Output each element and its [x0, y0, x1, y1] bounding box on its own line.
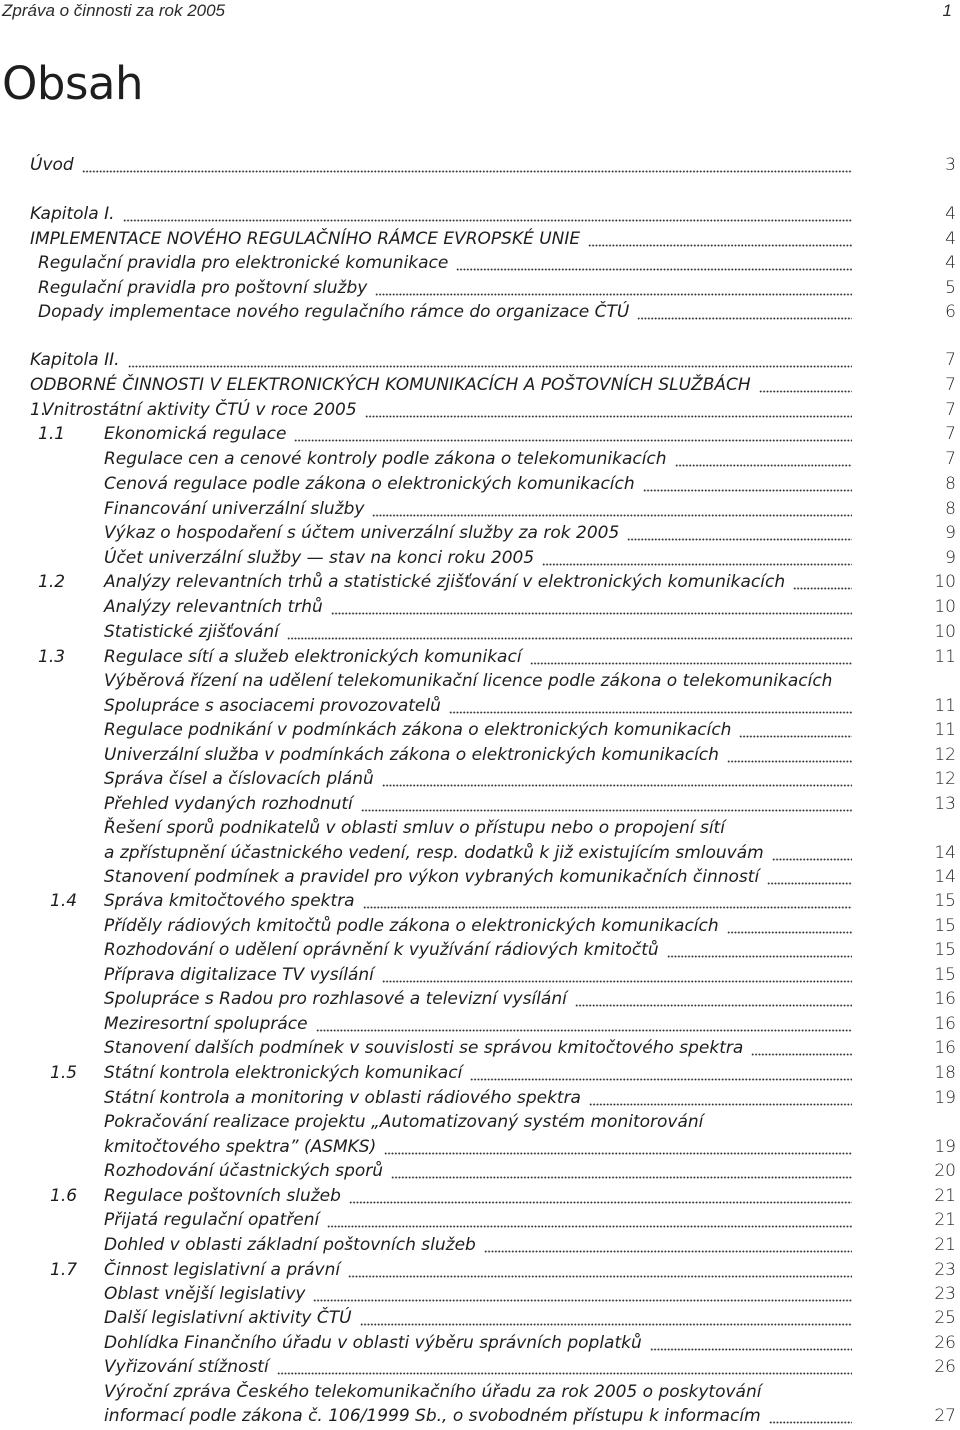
leader-dots [667, 938, 852, 963]
page-number: 1 [942, 1, 952, 20]
toc-entry-page-number: 15 [934, 891, 956, 911]
toc-entry-title: Regulační pravidla pro elektronické komunikace [38, 253, 449, 273]
toc-entry-title: Statistické zjišťování [104, 622, 279, 642]
toc-entry[interactable] [0, 447, 960, 472]
toc-entry-page-number: 21 [934, 1210, 956, 1230]
toc-entry[interactable] [0, 251, 960, 276]
leader-dots [575, 987, 852, 1012]
toc-entry-title: Kapitola II. [30, 350, 120, 370]
toc-entry[interactable] [0, 348, 960, 373]
toc-entry[interactable] [0, 497, 960, 522]
toc-entry-title: Regulace sítí a služeb elektronických komunikací [104, 647, 522, 667]
toc-entry-page-number: 4 [945, 253, 956, 273]
toc-entry-title: Rozhodování o udělení oprávnění k využívání rádiových kmitočtů [104, 940, 659, 960]
toc-entry-number: 1.5 [50, 1063, 78, 1083]
toc-entry-title: Kapitola I. [30, 204, 115, 224]
toc-entry-number: 1.6 [50, 1186, 78, 1206]
leader-dots [637, 300, 852, 325]
toc-entry[interactable] [0, 1036, 960, 1061]
toc-entry[interactable] [0, 1355, 960, 1380]
leader-dots [456, 251, 852, 276]
leader-dots [751, 1036, 852, 1061]
leader-dots [484, 1233, 852, 1258]
leader-dots [769, 1404, 852, 1429]
leader-dots [772, 841, 852, 866]
toc-entry-title: Cenová regulace podle zákona o elektronických komunikacích [104, 474, 635, 494]
toc-entry-title: Přehled vydaných rozhodnutí [104, 794, 353, 814]
toc-entry[interactable] [0, 398, 960, 423]
toc-entry-title: Financování univerzální služby [104, 499, 365, 519]
leader-dots [739, 718, 852, 743]
toc-entry[interactable] [0, 276, 960, 301]
toc-entry-title: kmitočtového spektra” (ASMKS) [104, 1137, 377, 1157]
toc-entry[interactable] [0, 202, 960, 227]
toc-entry-title: Oblast vnější legislativy [104, 1284, 306, 1304]
toc-entry-title: Účet univerzální služby — stav na konci roku 2005 [104, 548, 535, 568]
toc-entry-number: 1.7 [50, 1260, 78, 1280]
toc-entry-page-number: 7 [945, 449, 956, 469]
leader-dots [375, 276, 852, 301]
leader-dots [391, 1159, 852, 1184]
leader-dots [589, 1086, 852, 1111]
toc-entry[interactable] [0, 694, 960, 719]
toc-entry-page-number: 16 [934, 1038, 956, 1058]
leader-dots [384, 1135, 852, 1160]
toc-entry[interactable] [0, 300, 960, 325]
toc-entry-title: Vnitrostátní aktivity ČTÚ v roce 2005 [42, 400, 357, 420]
toc-entry-title: Vyřizování stížností [104, 1357, 269, 1377]
toc-entry-title: ODBORNÉ ČINNOSTI V ELEKTRONICKÝCH KOMUNIKACÍCH A POŠTOVNÍCH SLUŽBÁCH [30, 375, 751, 395]
toc-entry-title: Dohlídka Finančního úřadu v oblasti výběru správních poplatků [104, 1333, 642, 1353]
toc-entry-page-number: 15 [934, 916, 956, 936]
leader-dots [767, 865, 852, 890]
leader-dots [627, 521, 852, 546]
leader-dots [349, 1184, 852, 1209]
toc-entry[interactable] [0, 718, 960, 743]
leader-dots [675, 447, 852, 472]
leader-dots [360, 1306, 852, 1331]
toc-entry-title: Příděly rádiových kmitočtů podle zákona o elektronických komunikacích [104, 916, 719, 936]
leader-dots [759, 373, 852, 398]
toc-entry[interactable] [0, 422, 960, 447]
toc-entry-page-number: 19 [934, 1088, 956, 1108]
leader-dots [793, 570, 852, 595]
toc-entry-page-number: 19 [934, 1137, 956, 1157]
toc-entry[interactable] [0, 963, 960, 988]
toc-entry-title: Přijatá regulační opatření [104, 1210, 320, 1230]
toc-entry[interactable] [0, 1086, 960, 1111]
toc-entry-page-number: 10 [934, 622, 956, 642]
toc-entry[interactable] [0, 841, 960, 866]
toc-entry[interactable] [0, 570, 960, 595]
toc-entry[interactable] [0, 153, 960, 178]
toc-entry-page-number: 16 [934, 1014, 956, 1034]
toc-entry-page-number: 13 [934, 794, 956, 814]
toc-entry-page-number: 11 [934, 720, 956, 740]
leader-dots [588, 227, 852, 252]
toc-entry[interactable] [0, 1380, 960, 1405]
toc-entry-number: 1. [30, 400, 47, 420]
toc-entry-title: Dopady implementace nového regulačního rámce do organizace ČTÚ [38, 302, 630, 322]
toc-entry[interactable] [0, 865, 960, 890]
toc-entry-title: Meziresortní spolupráce [104, 1014, 308, 1034]
toc-entry[interactable] [0, 1061, 960, 1086]
toc-entry-title: Správa kmitočtového spektra [104, 891, 355, 911]
toc-entry-title: Spolupráce s Radou pro rozhlasové a televizní vysílání [104, 989, 567, 1009]
toc-entry-page-number: 7 [945, 350, 956, 370]
toc-entry-page-number: 11 [934, 647, 956, 667]
toc-entry[interactable] [0, 227, 960, 252]
toc-entry-title: informací podle zákona č. 106/1999 Sb., o svobodném přístupu k informacím [104, 1406, 761, 1426]
toc-entry-page-number: 21 [934, 1235, 956, 1255]
toc-entry-page-number: 9 [945, 548, 956, 568]
toc-entry-title: Státní kontrola a monitoring v oblasti rádiového spektra [104, 1088, 581, 1108]
toc-entry[interactable] [0, 938, 960, 963]
toc-entry[interactable] [0, 645, 960, 670]
toc-entry-page-number: 12 [934, 769, 956, 789]
toc-entry[interactable] [0, 1012, 960, 1037]
toc-entry-title: Univerzální služba v podmínkách zákona o elektronických komunikacích [104, 745, 719, 765]
toc-entry-page-number: 7 [945, 424, 956, 444]
toc-entry[interactable] [0, 546, 960, 571]
leader-dots [727, 914, 852, 939]
leader-dots [128, 348, 852, 373]
toc-entry-page-number: 4 [945, 204, 956, 224]
toc-entry[interactable] [0, 987, 960, 1012]
leader-dots [348, 1258, 852, 1283]
toc-entry-page-number: 4 [945, 229, 956, 249]
leader-dots [372, 497, 852, 522]
toc-entry[interactable] [0, 767, 960, 792]
toc-entry-title: Výkaz o hospodaření s účtem univerzální služby za rok 2005 [104, 523, 620, 543]
leader-dots [361, 792, 852, 817]
toc-entry-title: Rozhodování účastnických sporů [104, 1161, 384, 1181]
toc-entry-title: Regulace podnikání v podmínkách zákona o elektronických komunikacích [104, 720, 732, 740]
toc-entry-title: Regulace cen a cenové kontroly podle zákona o telekomunikacích [104, 449, 667, 469]
toc-entry[interactable] [0, 472, 960, 497]
toc-entry-page-number: 9 [945, 523, 956, 543]
toc-entry-page-number: 23 [934, 1284, 956, 1304]
toc-entry-page-number: 8 [945, 474, 956, 494]
toc-entry[interactable] [0, 743, 960, 768]
leader-dots [365, 398, 852, 423]
toc-entry[interactable] [0, 889, 960, 914]
toc-entry-page-number: 6 [945, 302, 956, 322]
toc-entry[interactable] [0, 1331, 960, 1356]
leader-dots [382, 963, 852, 988]
toc-entry-page-number: 12 [934, 745, 956, 765]
leader-dots [530, 645, 852, 670]
toc-entry[interactable] [0, 1233, 960, 1258]
leader-dots [294, 422, 852, 447]
leader-dots [727, 743, 852, 768]
toc-entry-page-number: 11 [934, 696, 956, 716]
toc-entry-title: Příprava digitalizace TV vysílání [104, 965, 374, 985]
leader-dots [643, 472, 852, 497]
leader-dots [82, 153, 852, 178]
toc-entry-page-number: 10 [934, 597, 956, 617]
toc-entry-title: Analýzy relevantních trhů a statistické zjišťování v elektronických komunikacích [104, 572, 786, 592]
leader-dots [382, 767, 852, 792]
page-title: Obsah [2, 57, 144, 110]
leader-dots [331, 595, 852, 620]
toc-entry[interactable] [0, 1404, 960, 1429]
toc-entry-page-number: 26 [934, 1357, 956, 1377]
toc-entry-page-number: 27 [934, 1406, 956, 1426]
toc-entry[interactable] [0, 521, 960, 546]
toc-entry-title: Pokračování realizace projektu „Automatizovaný systém monitorování [104, 1112, 704, 1132]
toc-entry[interactable] [0, 914, 960, 939]
leader-dots [277, 1355, 852, 1380]
toc-entry-title: Stanovení dalších podmínek v souvislosti se správou kmitočtového spektra [104, 1038, 744, 1058]
toc-entry-number: 1.4 [50, 891, 78, 911]
toc-entry-title: Spolupráce s asociacemi provozovatelů [104, 696, 441, 716]
toc-entry[interactable] [0, 1159, 960, 1184]
toc-entry[interactable] [0, 620, 960, 645]
toc-entry-number: 1.3 [38, 647, 66, 667]
toc-entry[interactable] [0, 1306, 960, 1331]
toc-entry-title: IMPLEMENTACE NOVÉHO REGULAČNÍHO RÁMCE EVROPSKÉ UNIE [30, 229, 581, 249]
leader-dots [650, 1331, 852, 1356]
toc-entry-title: Řešení sporů podnikatelů v oblasti smluv o přístupu nebo o propojení sítí [104, 818, 725, 838]
toc-entry-page-number: 7 [945, 375, 956, 395]
toc-entry[interactable] [0, 816, 960, 841]
toc-entry-page-number: 7 [945, 400, 956, 420]
toc-entry-page-number: 3 [945, 155, 956, 175]
toc-entry-page-number: 16 [934, 989, 956, 1009]
toc-entry-title: Regulační pravidla pro poštovní služby [38, 278, 368, 298]
toc-entry[interactable] [0, 792, 960, 817]
toc-entry-page-number: 26 [934, 1333, 956, 1353]
toc-entry[interactable] [0, 1135, 960, 1160]
document-title: Zpráva o činnosti za rok 2005 [2, 1, 226, 20]
toc-entry-page-number: 21 [934, 1186, 956, 1206]
toc-entry-title: Dohled v oblasti základní poštovních služeb [104, 1235, 476, 1255]
toc-entry-page-number: 14 [934, 867, 956, 887]
toc-entry-page-number: 10 [934, 572, 956, 592]
toc-entry-title: Ekonomická regulace [104, 424, 287, 444]
toc-entry-title: Výroční zpráva Českého telekomunikačního úřadu za rok 2005 o poskytování [104, 1382, 762, 1402]
leader-dots [313, 1282, 852, 1307]
toc-entry-page-number: 15 [934, 940, 956, 960]
leader-dots [316, 1012, 852, 1037]
toc-entry[interactable] [0, 1110, 960, 1135]
toc-entry[interactable] [0, 595, 960, 620]
toc-entry-page-number: 25 [934, 1308, 956, 1328]
toc-entry-page-number: 23 [934, 1260, 956, 1280]
toc-entry-number: 1.2 [38, 572, 66, 592]
toc-entry[interactable] [0, 373, 960, 398]
toc-entry-title: a zpřístupnění účastnického vedení, resp. dodatků k již existujícím smlouvám [104, 843, 764, 863]
leader-dots [470, 1061, 852, 1086]
leader-dots [123, 202, 852, 227]
toc-entry[interactable] [0, 1184, 960, 1209]
leader-dots [542, 546, 852, 571]
toc-entry-page-number: 20 [934, 1161, 956, 1181]
toc-entry-page-number: 8 [945, 499, 956, 519]
toc-entry[interactable] [0, 669, 960, 694]
toc-entry-title: Činnost legislativní a právní [104, 1260, 341, 1280]
toc-entry-page-number: 15 [934, 965, 956, 985]
toc-entry-title: Další legislativní aktivity ČTÚ [104, 1308, 352, 1328]
toc-entry[interactable] [0, 1282, 960, 1307]
toc-entry-title: Státní kontrola elektronických komunikací [104, 1063, 463, 1083]
toc-entry-title: Stanovení podmínek a pravidel pro výkon vybraných komunikačních činností [104, 867, 760, 887]
leader-dots [363, 889, 852, 914]
leader-dots [327, 1208, 852, 1233]
toc-entry-page-number: 14 [934, 843, 956, 863]
toc-entry-number: 1.1 [38, 424, 66, 444]
toc-entry[interactable] [0, 1208, 960, 1233]
toc-entry[interactable] [0, 1258, 960, 1283]
toc-entry-page-number: 5 [945, 278, 956, 298]
toc-entry-title: Úvod [30, 155, 74, 175]
toc-entry-title: Regulace poštovních služeb [104, 1186, 341, 1206]
leader-dots [449, 694, 852, 719]
toc-entry-title: Analýzy relevantních trhů [104, 597, 323, 617]
toc-entry-title: Správa čísel a číslovacích plánů [104, 769, 374, 789]
toc-entry-title: Výběrová řízení na udělení telekomunikační licence podle zákona o telekomunikacích [104, 671, 833, 691]
toc-entry-page-number: 18 [934, 1063, 956, 1083]
leader-dots [287, 620, 852, 645]
